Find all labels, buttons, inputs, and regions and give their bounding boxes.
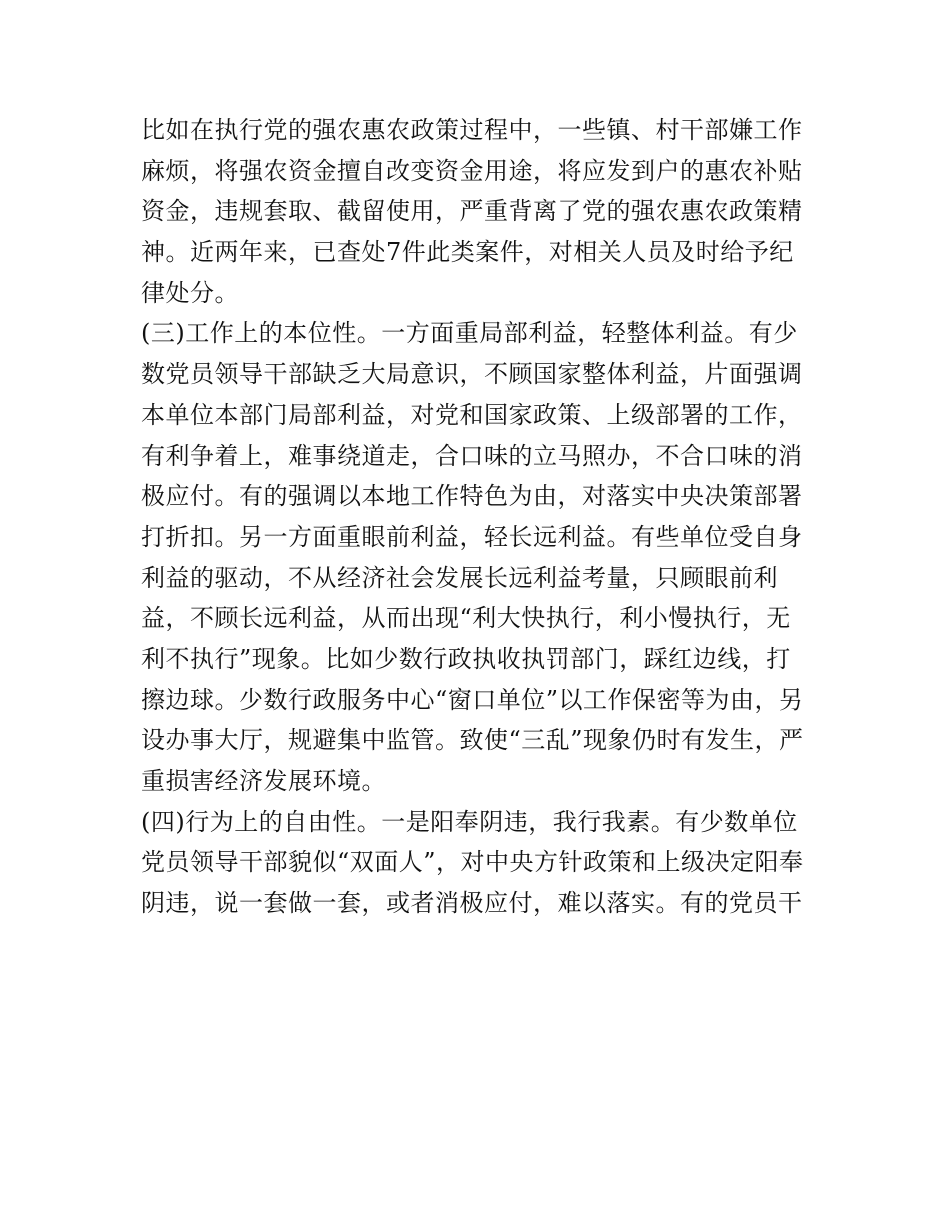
text-line: 益，不顾长远利益，从而出现“利大快执行，利小慢执行，无	[141, 604, 791, 633]
text-line: 有利争着上，难事绕道走，合口味的立马照办，不合口味的消	[141, 441, 803, 470]
body-text	[141, 110, 821, 924]
text-line: 极应付。有的强调以本地工作特色为由，对落实中央决策部署	[141, 482, 803, 511]
text-line: 比如在执行党的强农惠农政策过程中，一些镇、村干部嫌工作	[141, 116, 803, 144]
text-line: 擦边球。少数行政服务中心“窗口单位”以工作保密等为由，另	[141, 685, 804, 714]
text-line: 党员领导干部貌似“双面人”，对中央方针政策和上级决定阳奉	[141, 848, 804, 877]
text-line: 律处分。	[141, 278, 239, 307]
text-line: 利益的驱动，不从经济社会发展长远利益考量，只顾眼前利	[141, 563, 778, 592]
text-line: 设办事大厅，规避集中监管。致使“三乱”现象仍时有发生，严	[141, 726, 804, 755]
section-heading-line: (四)行为上的自由性。一是阳奉阴违，我行我素。有少数单位	[141, 807, 798, 836]
text-line: 打折扣。另一方面重眼前利益，轻长远利益。有些单位受自身	[141, 522, 803, 551]
text-line: 麻烦，将强农资金擅自改变资金用途，将应发到户的惠农补贴	[141, 156, 803, 185]
text-line: 神。近两年来，已查处7件此类案件，对相关人员及时给予纪	[141, 238, 794, 267]
text-line: 本单位本部门局部利益，对党和国家政策、上级部署的工作，	[141, 400, 803, 429]
section-heading-line: (三)工作上的本位性。一方面重局部利益，轻整体利益。有少	[141, 319, 798, 348]
text-line: 阴违，说一套做一套，或者消极应付，难以落实。有的党员干	[141, 889, 803, 918]
text-line: 资金，违规套取、截留使用，严重背离了党的强农惠农政策精	[141, 197, 803, 226]
text-line: 利不执行”现象。比如少数行政执收执罚部门，踩红边线，打	[141, 644, 791, 673]
text-line: 数党员领导干部缺乏大局意识，不顾国家整体利益，片面强调	[141, 360, 803, 389]
text-line: 重损害经济发展环境。	[141, 767, 386, 795]
